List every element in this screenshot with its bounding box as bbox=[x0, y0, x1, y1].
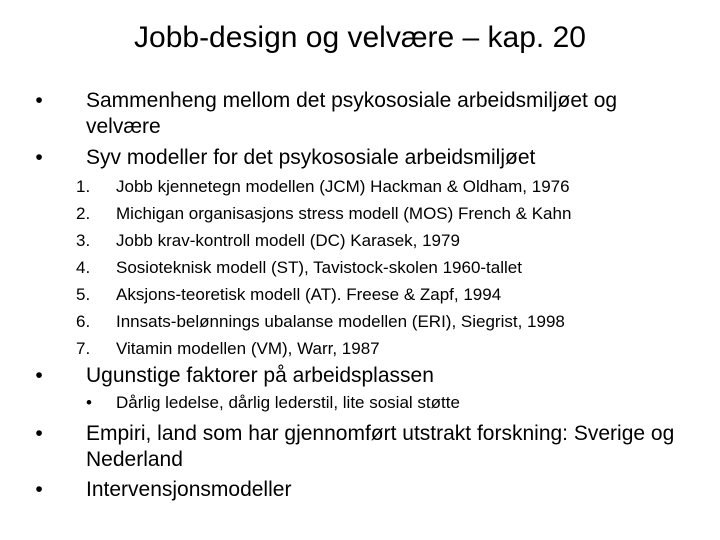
model-number: 1. bbox=[76, 177, 91, 196]
model-item bbox=[76, 281, 696, 308]
model-text: Vitamin modellen (VM), Warr, 1987 bbox=[116, 339, 380, 358]
model-text: Jobb krav-kontroll modell (DC) Karasek, 1979 bbox=[116, 231, 460, 250]
model-text: Aksjons-teoretisk modell (AT). Freese & Zapf, 1994 bbox=[116, 285, 502, 304]
model-text: Innsats-belønnings ubalanse modellen (ERI), Siegrist, 1998 bbox=[116, 312, 565, 331]
slide-title: Jobb-design og velvære – kap. 20 bbox=[134, 21, 586, 54]
model-item bbox=[76, 254, 696, 281]
model-number: 4. bbox=[76, 258, 91, 277]
bullet-text: Sammenheng mellom det psykososiale arbeidsmiljøet og velvære bbox=[86, 89, 618, 138]
model-number: 3. bbox=[76, 231, 91, 250]
bullet-dot: • bbox=[35, 478, 43, 501]
bullet-text: Ugunstige faktorer på arbeidsplassen bbox=[86, 364, 434, 387]
sub-bullet-dot: • bbox=[86, 393, 92, 412]
bullet-dot: • bbox=[35, 364, 43, 387]
model-number: 5. bbox=[76, 285, 91, 304]
model-text: Jobb kjennetegn modellen (JCM) Hackman & Oldham, 1976 bbox=[116, 177, 570, 196]
bullet-dot: • bbox=[35, 422, 43, 445]
model-text: Sosioteknisk modell (ST), Tavistock-skolen 1960-tallet bbox=[116, 258, 522, 277]
model-item bbox=[76, 335, 696, 362]
model-item bbox=[76, 227, 696, 254]
bullet-dot: • bbox=[35, 89, 43, 112]
model-text: Michigan organisasjons stress modell (MOS) French & Kahn bbox=[116, 204, 572, 223]
models-list bbox=[76, 173, 696, 362]
sub-bullet-text: Dårlig ledelse, dårlig lederstil, lite sosial støtte bbox=[116, 393, 460, 412]
bullet-text: Empiri, land som har gjennomført utstrakt forskning: Sverige og Nederland bbox=[86, 422, 675, 471]
model-item bbox=[76, 200, 696, 227]
model-number: 2. bbox=[76, 204, 91, 223]
bullet-text: Syv modeller for det psykososiale arbeidsmiljøet bbox=[86, 146, 536, 169]
model-item bbox=[76, 173, 696, 200]
bullet-text: Intervensjonsmodeller bbox=[86, 478, 292, 501]
bullet-dot: • bbox=[35, 146, 43, 169]
model-number: 6. bbox=[76, 312, 91, 331]
model-item bbox=[76, 308, 696, 335]
model-number: 7. bbox=[76, 339, 91, 358]
